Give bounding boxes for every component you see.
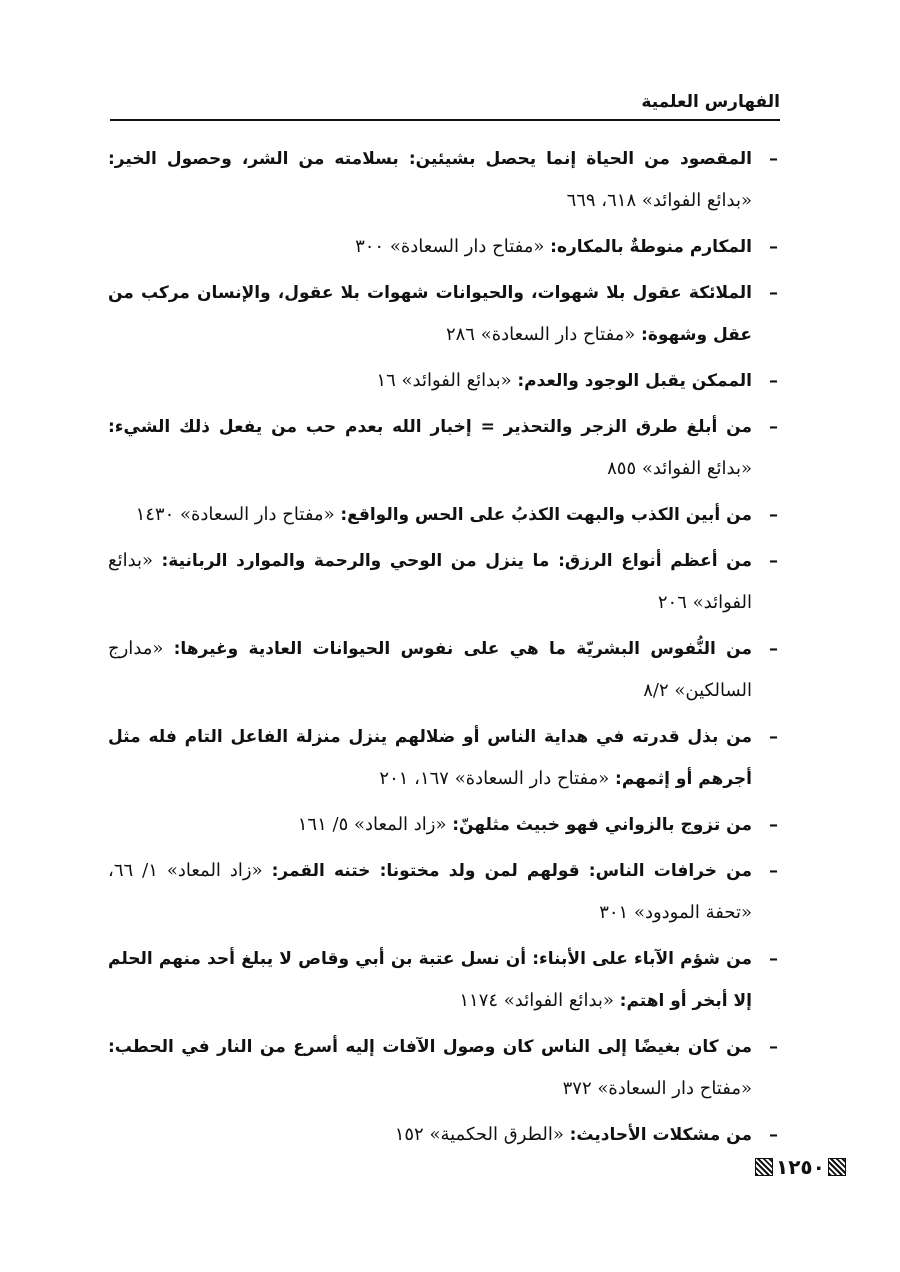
header-rule bbox=[110, 119, 780, 121]
entry-subject: الملائكة عقول بلا شهوات، والحيوانات شهوات بلا عقول، والإنسان مركب من عقل وشهوة: bbox=[108, 283, 752, 345]
entry-subject: من أبين الكذب والبهت الكذبُ على الحس والواقع: bbox=[340, 505, 752, 525]
entry-dash: – bbox=[769, 860, 778, 881]
entry-dash: – bbox=[769, 148, 778, 169]
entry-subject: من شؤم الآباء على الأبناء: أن نسل عتبة بن أبي وقاص لا يبلغ أحد منهم الحلم إلا أبخر أو اهتم: bbox=[108, 949, 752, 1011]
index-entry-list bbox=[108, 138, 782, 1160]
entry-source-reference: «بدائع الفوائد» ١٦ bbox=[376, 370, 518, 391]
entry-subject: من كان بغيضًا إلى الناس كان وصول الآفات إليه أسرع من النار في الحطب: bbox=[108, 1037, 752, 1057]
entry-source-reference: «بدائع الفوائد» ١١٧٤ bbox=[459, 990, 620, 1011]
entry-source-reference: «مفتاح دار السعادة» ٣٠٠ bbox=[355, 236, 551, 257]
index-entry bbox=[108, 938, 782, 1022]
index-entry bbox=[108, 850, 782, 934]
entry-subject: من أبلغ طرق الزجر والتحذير = إخبار الله بعدم حب من يفعل ذلك الشيء: bbox=[108, 417, 752, 437]
entry-dash: – bbox=[769, 1036, 778, 1057]
entry-source-reference: «مفتاح دار السعادة» ١٦٧، ٢٠١ bbox=[379, 768, 616, 789]
entry-subject: الممكن يقبل الوجود والعدم: bbox=[517, 371, 752, 391]
entry-dash: – bbox=[769, 282, 778, 303]
running-head: الفهارس العلمية bbox=[641, 92, 780, 112]
index-entry bbox=[108, 628, 782, 712]
entry-source-reference: «مفتاح دار السعادة» ٢٨٦ bbox=[445, 324, 642, 345]
index-entry bbox=[108, 494, 782, 536]
index-entry bbox=[108, 226, 782, 268]
entry-dash: – bbox=[769, 416, 778, 437]
index-entry bbox=[108, 272, 782, 356]
entry-dash: – bbox=[769, 948, 778, 969]
entry-subject: من تزوج بالزواني فهو خبيث مثلهنّ: bbox=[452, 815, 752, 835]
entry-subject: المقصود من الحياة إنما يحصل بشيئين: بسلامته من الشر، وحصول الخير: bbox=[108, 149, 752, 169]
index-entry bbox=[108, 804, 782, 846]
index-entry bbox=[108, 360, 782, 402]
index-entry bbox=[108, 1114, 782, 1156]
ornament-icon bbox=[828, 1158, 846, 1176]
entry-dash: – bbox=[769, 1124, 778, 1145]
entry-source-reference: «زاد المعاد» ١/ ٦٦، «تحفة المودود» ٣٠١ bbox=[108, 860, 752, 923]
entry-dash: – bbox=[769, 504, 778, 525]
page-number-footer bbox=[755, 1155, 846, 1179]
entry-subject: من النُّفوس البشريّة ما هي على نفوس الحيوانات العادية وغيرها: bbox=[173, 639, 752, 659]
index-entry bbox=[108, 1026, 782, 1110]
entry-source-reference: «الطرق الحكمية» ١٥٢ bbox=[394, 1124, 570, 1145]
index-entry bbox=[108, 540, 782, 624]
entry-source-reference: «مفتاح دار السعادة» ٣٧٢ bbox=[562, 1078, 752, 1099]
entry-subject: من خرافات الناس: قولهم لمن ولد مختونا: ختنه القمر: bbox=[271, 861, 752, 881]
entry-subject: من أعظم أنواع الرزق: ما ينزل من الوحي والرحمة والموارد الربانية: bbox=[161, 551, 752, 571]
entry-dash: – bbox=[769, 370, 778, 391]
entry-subject: من بذل قدرته في هداية الناس أو ضلالهم ينزل منزلة الفاعل التام فله مثل أجرهم أو إثمهم: bbox=[108, 727, 752, 789]
index-entry bbox=[108, 406, 782, 490]
entry-source-reference: «بدائع الفوائد» ٨٥٥ bbox=[607, 458, 752, 479]
entry-dash: – bbox=[769, 638, 778, 659]
entry-source-reference: «زاد المعاد» ٥/ ١٦١ bbox=[297, 814, 453, 835]
ornament-icon bbox=[755, 1158, 773, 1176]
entry-source-reference: «بدائع الفوائد» ٦١٨، ٦٦٩ bbox=[566, 190, 752, 211]
entry-subject: من مشكلات الأحاديث: bbox=[569, 1125, 752, 1145]
entry-dash: – bbox=[769, 726, 778, 747]
entry-source-reference: «بدائع الفوائد» ٢٠٦ bbox=[108, 550, 752, 613]
entry-dash: – bbox=[769, 814, 778, 835]
entry-source-reference: «مفتاح دار السعادة» ١٤٣٠ bbox=[135, 504, 341, 525]
entry-source-reference: «مدارج السالكين» ٨/٢ bbox=[108, 638, 752, 701]
entry-dash: – bbox=[769, 550, 778, 571]
index-entry bbox=[108, 138, 782, 222]
index-entry bbox=[108, 716, 782, 800]
page-number: ١٢٥٠ bbox=[776, 1155, 825, 1179]
entry-dash: – bbox=[769, 236, 778, 257]
entry-subject: المكارم منوطةٌ بالمكاره: bbox=[550, 237, 752, 257]
